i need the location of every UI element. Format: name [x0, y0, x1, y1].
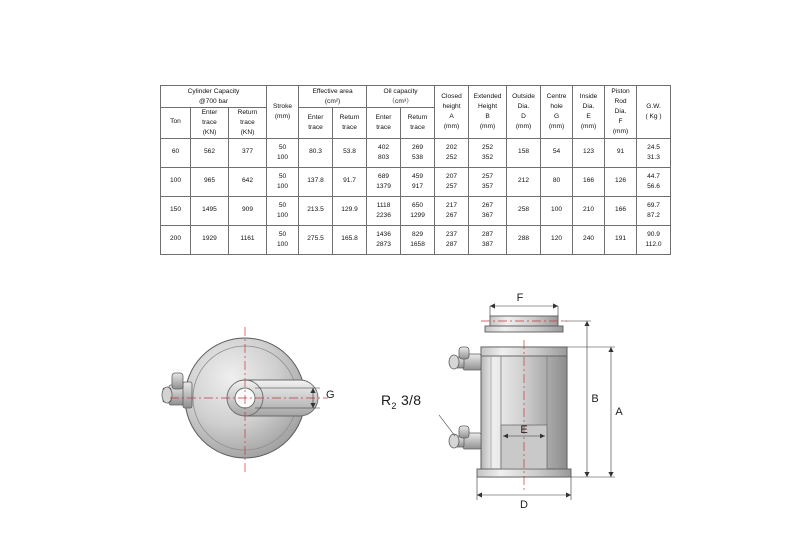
dimension-label-a-text: A: [615, 406, 623, 418]
cell-gw-1: 90.9: [647, 230, 660, 238]
cell-inside-dia: 166: [573, 167, 605, 196]
cell-centre-hole: 80: [541, 167, 573, 196]
cell-closed-height-2: 252: [446, 153, 458, 161]
cell-centre-hole: 120: [541, 225, 573, 254]
header-inside-dia: [573, 86, 605, 139]
header-ton: Ton: [161, 108, 191, 139]
cell-oil-return: [401, 138, 435, 167]
header-centre-hole-l1: Centre: [546, 93, 567, 101]
header-return-kn-l3: (KN): [240, 128, 255, 136]
header-enter-trace-kn: [191, 108, 229, 139]
cell-area-enter: 275.5: [299, 225, 333, 254]
table-row: [161, 196, 671, 225]
cell-gw-2: 31.3: [647, 153, 660, 161]
header-inside-dia-letter: E: [586, 112, 591, 120]
cell-closed-height: [435, 167, 469, 196]
oil-port-fitting-lower: [449, 426, 481, 449]
cell-ton: 150: [161, 196, 191, 225]
cell-ton: 100: [161, 167, 191, 196]
cell-closed-height: [435, 225, 469, 254]
cell-oil-return: [401, 225, 435, 254]
table-header-row-top: [161, 86, 671, 108]
cell-extended-height-2: 387: [482, 240, 494, 248]
header-gw-title: G.W.: [646, 102, 661, 110]
header-piston-rod-dia: [605, 86, 637, 139]
cell-oil-return-1: 650: [412, 201, 424, 209]
header-oil-enter-l2: trace: [376, 123, 391, 131]
cell-oil-enter-2: 1379: [376, 182, 391, 190]
header-oil-return-l1: Return: [407, 113, 428, 121]
thread-spec-main: R: [381, 392, 392, 408]
table-row: [161, 138, 671, 167]
header-centre-hole-unit: (mm): [548, 122, 565, 130]
header-extended-height-l2: Height: [478, 102, 498, 110]
dimension-label-g: G: [326, 389, 335, 401]
cell-closed-height-2: 287: [446, 240, 458, 248]
header-closed-height-letter: A: [449, 112, 454, 120]
header-extended-height: [469, 86, 507, 139]
cell-inside-dia: 240: [573, 225, 605, 254]
thread-note-leader: [439, 415, 455, 436]
cell-gw-2: 56.6: [647, 182, 660, 190]
dimension-label-f-text: F: [516, 292, 524, 304]
header-enter-kn-l2: trace: [202, 118, 217, 126]
header-outside-dia-letter: D: [521, 112, 526, 120]
header-closed-height-l2: height: [442, 102, 461, 110]
header-piston-rod-letter: F: [618, 117, 623, 125]
cell-area-return: 91.7: [333, 167, 367, 196]
cell-extended-height-1: 287: [482, 230, 494, 238]
header-inside-dia-unit: (mm): [580, 122, 597, 130]
cell-gross-weight: [637, 167, 671, 196]
cell-gw-1: 24.5: [647, 143, 660, 151]
cell-oil-enter: [367, 138, 401, 167]
header-area-enter-trace: [299, 108, 333, 139]
cell-extended-height: [469, 138, 507, 167]
cell-closed-height: [435, 138, 469, 167]
header-oil-enter-trace: [367, 108, 401, 139]
cell-closed-height-1: 217: [446, 201, 458, 209]
header-area-return-l1: Return: [339, 113, 360, 121]
cell-area-return: 165.8: [333, 225, 367, 254]
cell-stroke-2: 100: [277, 153, 289, 161]
cell-centre-hole: 54: [541, 138, 573, 167]
specification-table-container: [160, 85, 662, 255]
cell-enter-kn: 1929: [191, 225, 229, 254]
cell-gw-2: 87.2: [647, 211, 660, 219]
cell-enter-kn: 965: [191, 167, 229, 196]
cell-stroke: [267, 138, 299, 167]
header-closed-height-l1: Closed: [441, 93, 462, 101]
cell-oil-return-1: 829: [412, 230, 424, 238]
cell-gw-1: 44.7: [647, 172, 660, 180]
header-effective-area: [299, 86, 367, 108]
cell-extended-height-1: 252: [482, 143, 494, 151]
cell-stroke-2: 100: [277, 211, 289, 219]
cell-ton: 200: [161, 225, 191, 254]
cell-oil-enter: [367, 225, 401, 254]
cell-outside-dia: 158: [507, 138, 541, 167]
cell-oil-enter: [367, 167, 401, 196]
specification-table: [160, 85, 671, 255]
header-cylinder-capacity: [161, 86, 267, 108]
cell-closed-height-1: 207: [446, 172, 458, 180]
header-inside-dia-l1: Inside: [579, 93, 598, 101]
cell-piston-rod-dia: 91: [605, 138, 637, 167]
cell-oil-enter-1: 1436: [376, 230, 391, 238]
cell-oil-enter: [367, 196, 401, 225]
header-piston-rod-l2: Rod: [614, 98, 627, 105]
cell-oil-return-2: 917: [412, 182, 424, 190]
header-gross-weight: [637, 86, 671, 139]
cell-gross-weight: [637, 138, 671, 167]
header-piston-rod-l1: Piston: [611, 88, 630, 96]
header-outside-dia-l2: Dia.: [517, 102, 530, 110]
dimension-label-b-text: B: [591, 393, 599, 405]
header-stroke-unit: (mm): [274, 112, 291, 120]
cell-extended-height-1: 267: [482, 201, 494, 209]
dimension-f: [490, 292, 558, 316]
header-area-enter-l2: trace: [308, 123, 323, 131]
cell-stroke: [267, 225, 299, 254]
header-oil-return-trace: [401, 108, 435, 139]
header-centre-hole-l2: hole: [550, 102, 563, 110]
header-extended-height-unit: (mm): [479, 122, 496, 130]
cell-oil-return-1: 459: [412, 172, 424, 180]
header-closed-height-unit: (mm): [443, 122, 460, 130]
header-outside-dia-l1: Outside: [512, 93, 535, 101]
cell-stroke-1: 50: [278, 230, 287, 238]
header-centre-hole-letter: G: [553, 112, 560, 120]
table-body: [161, 138, 671, 254]
thread-spec-size: 3/8: [400, 392, 422, 408]
cell-piston-rod-dia: 166: [605, 196, 637, 225]
cell-stroke-1: 50: [278, 143, 287, 151]
cell-closed-height: [435, 196, 469, 225]
header-piston-rod-l3: Dia.: [614, 107, 627, 115]
cell-inside-dia: 123: [573, 138, 605, 167]
cell-oil-enter-2: 2236: [376, 211, 391, 219]
cell-oil-return-2: 538: [412, 153, 424, 161]
cell-extended-height: [469, 167, 507, 196]
cell-oil-enter-2: 803: [378, 153, 390, 161]
cell-outside-dia: 258: [507, 196, 541, 225]
cell-enter-kn: 1495: [191, 196, 229, 225]
cylinder-side-view-drawing: [415, 290, 665, 515]
cell-extended-height: [469, 225, 507, 254]
cell-gw-2: 112.0: [645, 240, 662, 248]
cell-return-kn: 642: [229, 167, 267, 196]
cell-closed-height-1: 202: [446, 143, 458, 151]
dimension-label-e-text: E: [520, 424, 528, 436]
cell-extended-height-1: 257: [482, 172, 494, 180]
cell-closed-height-1: 237: [446, 230, 458, 238]
cell-return-kn: 377: [229, 138, 267, 167]
header-stroke-title: Stroke: [273, 102, 293, 110]
header-effective-area-title: Effective area: [312, 87, 353, 95]
header-oil-capacity-unit: （cm³）: [388, 97, 413, 105]
cell-return-kn: 1161: [229, 225, 267, 254]
cell-oil-enter-1: 689: [378, 172, 390, 180]
cell-extended-height: [469, 196, 507, 225]
cell-area-return: 129.9: [333, 196, 367, 225]
cell-oil-return: [401, 196, 435, 225]
header-oil-return-l2: trace: [410, 123, 425, 131]
header-outside-dia-unit: (mm): [515, 122, 532, 130]
cell-stroke: [267, 167, 299, 196]
cell-stroke-2: 100: [277, 182, 289, 190]
cylinder-front-view-drawing: [150, 325, 370, 495]
cell-closed-height-2: 267: [446, 211, 458, 219]
header-closed-height: [435, 86, 469, 139]
cell-ton: 60: [161, 138, 191, 167]
cell-oil-return-2: 1658: [410, 240, 425, 248]
cell-enter-kn: 562: [191, 138, 229, 167]
cell-oil-return-1: 269: [412, 143, 424, 151]
cell-oil-return-2: 1299: [410, 211, 425, 219]
dimension-label-d-text: D: [520, 499, 528, 511]
cell-oil-enter-1: 402: [378, 143, 390, 151]
thread-spec-sub: 2: [391, 400, 397, 411]
header-area-enter-l1: Enter: [307, 113, 324, 121]
header-effective-area-unit: (cm²): [324, 97, 341, 105]
header-oil-capacity: [367, 86, 435, 108]
header-extended-height-l1: Extended: [473, 93, 502, 101]
cell-area-enter: 80.3: [299, 138, 333, 167]
cell-piston-rod-dia: 191: [605, 225, 637, 254]
cell-area-enter: 137.8: [299, 167, 333, 196]
header-extended-height-letter: B: [485, 112, 490, 120]
header-stroke: [267, 86, 299, 139]
header-oil-enter-l1: Enter: [375, 113, 392, 121]
cell-stroke: [267, 196, 299, 225]
cell-return-kn: 909: [229, 196, 267, 225]
header-gw-unit: ( Kg ): [645, 112, 662, 120]
header-return-kn-l1: Return: [237, 109, 258, 116]
header-enter-kn-l3: (KN): [202, 128, 217, 136]
cell-oil-enter-1: 1118: [376, 201, 391, 209]
table-row: [161, 167, 671, 196]
cell-outside-dia: 288: [507, 225, 541, 254]
header-oil-capacity-title: Oil capacity: [383, 87, 418, 95]
cell-stroke-2: 100: [277, 240, 289, 248]
header-outside-dia: [507, 86, 541, 139]
cell-closed-height-2: 257: [446, 182, 458, 190]
cell-centre-hole: 100: [541, 196, 573, 225]
cell-stroke-1: 50: [278, 172, 287, 180]
oil-port-fitting-upper: [449, 347, 481, 370]
header-cylinder-capacity-sub: @700 bar: [198, 97, 229, 105]
header-cylinder-capacity-title: Cylinder Capacity: [187, 87, 240, 95]
cell-oil-return: [401, 167, 435, 196]
header-area-return-trace: [333, 108, 367, 139]
cell-area-return: 53.8: [333, 138, 367, 167]
cell-extended-height-2: 367: [482, 211, 494, 219]
cell-extended-height-2: 352: [482, 153, 494, 161]
cell-outside-dia: 212: [507, 167, 541, 196]
dimension-a: [567, 347, 623, 477]
header-area-return-l2: trace: [342, 123, 357, 131]
table-row: [161, 225, 671, 254]
cell-oil-enter-2: 2873: [376, 240, 391, 248]
cell-gross-weight: [637, 225, 671, 254]
piston-cap-detail: [481, 316, 567, 332]
header-enter-kn-l1: Enter: [201, 109, 218, 116]
header-piston-rod-unit: (mm): [612, 127, 629, 135]
cell-area-enter: 213.5: [299, 196, 333, 225]
cell-piston-rod-dia: 126: [605, 167, 637, 196]
header-centre-hole: [541, 86, 573, 139]
cell-stroke-1: 50: [278, 201, 287, 209]
dimension-b: [563, 321, 599, 477]
cell-extended-height-2: 357: [482, 182, 494, 190]
cell-gw-1: 69.7: [647, 201, 660, 209]
oil-port-fitting: [162, 373, 192, 408]
cell-gross-weight: [637, 196, 671, 225]
cell-inside-dia: 210: [573, 196, 605, 225]
header-return-trace-kn: [229, 108, 267, 139]
thread-spec-note: [381, 392, 421, 411]
header-inside-dia-l2: Dia.: [582, 102, 595, 110]
header-return-kn-l2: trace: [240, 118, 255, 126]
